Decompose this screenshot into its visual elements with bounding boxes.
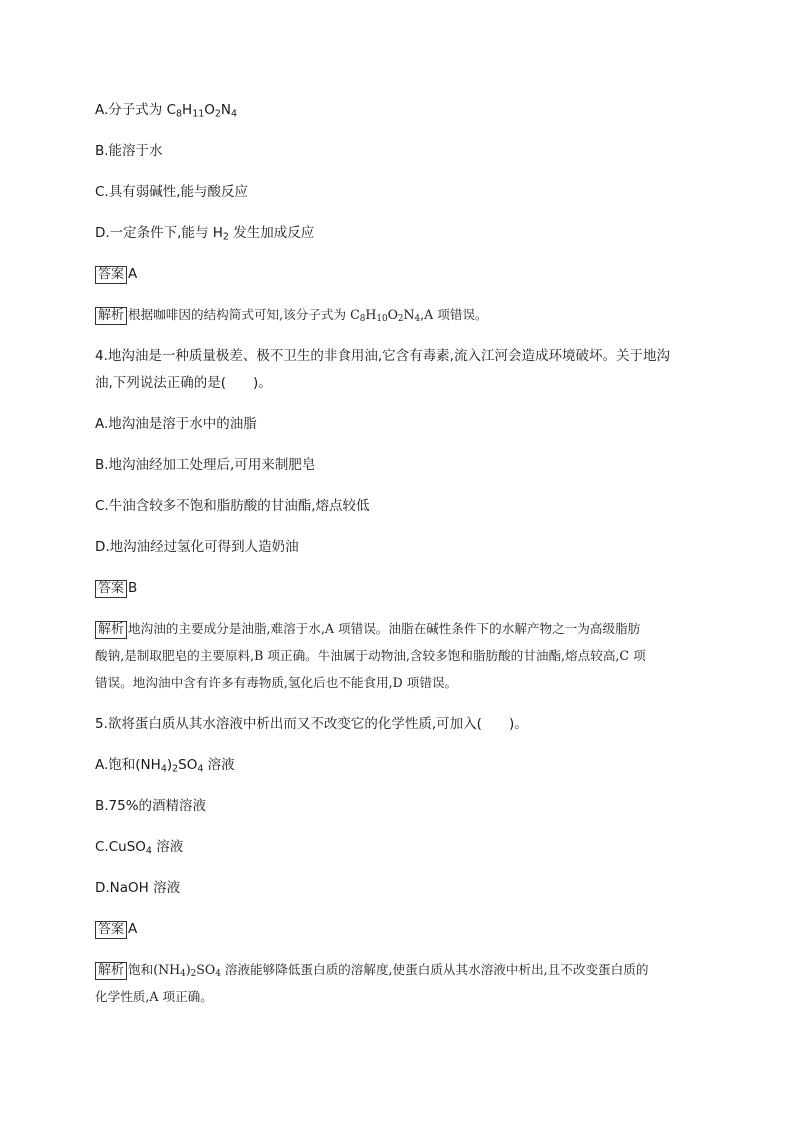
answer-tag: 答案 — [95, 921, 127, 939]
q4-analysis-line-2: 酸钠,是制取肥皂的主要原料,B 项正确。牛油属于动物油,含较多饱和脂肪酸的甘油酯,熔点较高,C 项 — [95, 648, 646, 663]
analysis-tag: 解析 — [95, 621, 127, 639]
q4-option-d: D.地沟油经过氢化可得到人造奶油 — [95, 539, 299, 555]
analysis-tag: 解析 — [95, 962, 127, 980]
q3-analysis: 解析 根据咖啡因的结构简式可知,该分子式为 $C_8H_{10}O_2N_4,A$ 项错误。 — [95, 305, 488, 325]
q5-option-d: D.NaOH 溶液 — [95, 880, 181, 896]
q5-option-b: B.75%的酒精溶液 — [95, 798, 207, 814]
answer-tag: 答案 — [95, 266, 127, 284]
q3-option-a: A.分子式为 $C_8H_{11}O_2N_4$ — [95, 102, 237, 120]
q3-option-b: B.能溶于水 — [95, 143, 163, 159]
q4-stem-line-2: 油,下列说法正确的是( )。 — [95, 375, 272, 391]
q5-answer: 答案 A — [95, 919, 137, 939]
q5-option-a: A.饱和$(NH_4)_2SO_4$ 溶液 — [95, 757, 235, 775]
q5-option-c: C.CuSO$_4$ 溶液 — [95, 839, 184, 857]
q5-analysis-line-1: 解析 饱和$(NH_4)_2SO_4$ 溶液能够降低蛋白质的溶解度,使蛋白质从其水溶液中析出,且不改变蛋白质的 — [95, 960, 648, 980]
q4-option-c: C.牛油含较多不饱和脂肪酸的甘油酯,熔点较低 — [95, 498, 370, 514]
answer-tag: 答案 — [95, 580, 127, 598]
analysis-tag: 解析 — [95, 307, 127, 325]
q4-analysis-line-1: 解析 地沟油的主要成分是油脂,难溶于水,A 项错误。油脂在碱性条件下的水解产物之一为高级脂肪 — [95, 619, 640, 639]
q4-option-b: B.地沟油经加工处理后,可用来制肥皂 — [95, 457, 316, 473]
q3-option-c: C.具有弱碱性,能与酸反应 — [95, 184, 249, 200]
q4-answer: 答案 B — [95, 578, 137, 598]
q5-stem: 5.欲将蛋白质从其水溶液中析出而又不改变它的化学性质,可加入( )。 — [95, 716, 528, 732]
q3-option-d: D.一定条件下,能与 $H_2$ 发生加成反应 — [95, 225, 315, 243]
q3-answer: 答案 A — [95, 264, 137, 284]
q5-analysis-line-2: 化学性质,A 项正确。 — [95, 989, 213, 1004]
q4-option-a: A.地沟油是溶于水中的油脂 — [95, 416, 257, 432]
q4-analysis-line-3: 错误。地沟油中含有许多有毒物质,氢化后也不能食用,D 项错误。 — [95, 675, 458, 690]
q4-stem-line-1: 4.地沟油是一种质量极差、极不卫生的非食用油,它含有毒素,流入江河会造成环境破坏。关于地沟 — [95, 348, 670, 364]
